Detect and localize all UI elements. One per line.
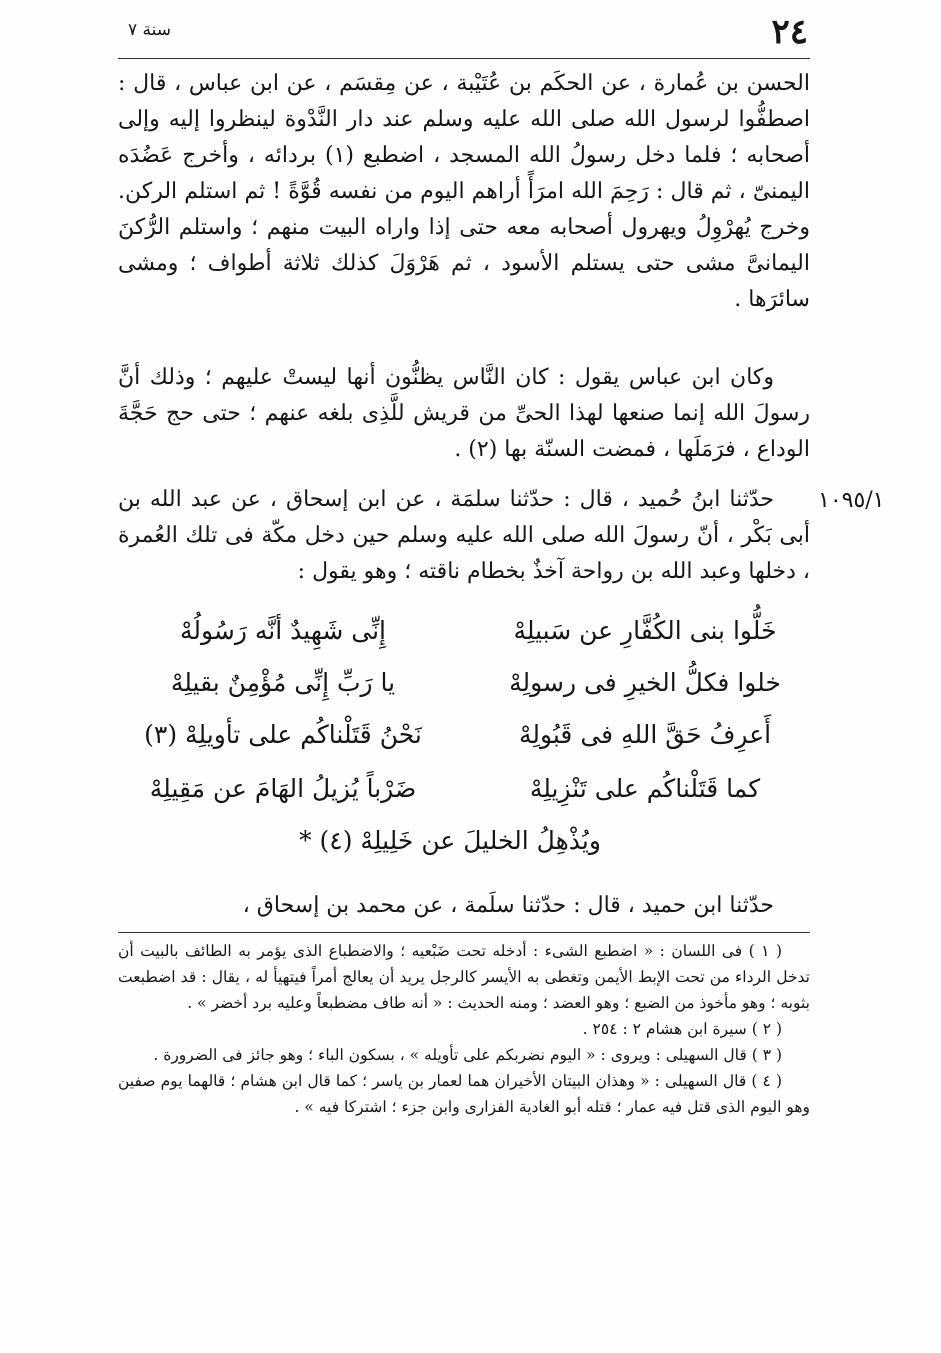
verse-first-hemistich: أَعرِفُ حَقَّ اللهِ فى قَبُولِهْ: [518, 720, 772, 749]
footnote-3: ( ٣ ) قال السهيلى : ويروى : « اليوم نضربكم على تأويله » ، بسكون الباء ؛ وهو جائز فى الضرورة .: [153, 1046, 782, 1064]
poem-verse-last: [118, 826, 810, 870]
verse-second-hemistich: ضَرْباً يُزيلُ الهَامَ عن مَقِيلِهْ: [149, 774, 417, 803]
footnote-4: ( ٤ ) قال السهيلى : « وهذان البيتان الأخيران هما لعمار بن ياسر ؛ كما قال ابن هشام ؛ قالهما يوم صفين وهو اليوم الذى قتل فيه عمار ؛ قتله أبو الغادية الفزارى وابن جزء ؛ اشتركا فيه » .: [118, 1072, 810, 1116]
poem-verse: [118, 668, 810, 712]
paragraph-3-text: حدّثنا ابنُ حُميد ، قال : حدّثنا سلمَة ، عن ابن إسحاق ، عن عبد الله بن أبى بَكْر ، أنّ رسولَ الله صلى الله عليه وسلم حين دخل مكّة فى تلك العُمرة ، دخلها وعبد الله بن رواحة آخذٌ بخطام ناقته ؛ وهو يقول :: [118, 487, 810, 584]
paragraph-2: [118, 360, 810, 468]
paragraph-1-text: الحسن بن عُمارة ، عن الحكَم بن عُتَيْبة ، عن مِقسَم ، عن ابن عباس ، قال : اصطفُّوا لرسول الله صلى الله عليه وسلم عند دار النَّدْوة لينظروا إليه وإلى أصحابه ؛ فلما دخل رسولُ الله المسجد ، اضطبع (١) بردائه ، وأخرج عَضُدَه اليمنىّ ، ثم قال : رَحِمَ الله امرَأً أراهم اليوم من نفسه قُوَّةً ! ثم استلم الركن. وخرج يُهرْوِلُ ويهرول أصحابه معه حتى إذا واراه البيت منهم ؛ واستلم الرُّكنَ اليمانىَّ مشى حتى يستلم الأسود ، ثم هَرْوَلَ كذلك ثلاثة أطواف ؛ ومشى سائرَها .: [118, 71, 810, 312]
paragraph-3: [118, 482, 810, 590]
verse-first-hemistich: خلوا فكلُّ الخيرِ فى رسولِهْ: [509, 668, 781, 697]
verse-first-hemistich: خَلُّوا بنى الكُفَّارِ عن سَبيلِهْ: [513, 616, 777, 645]
verse-second-hemistich: إِنِّى شَهِيدٌ أنَّه رَسُولُهْ: [180, 616, 386, 645]
verse-single-hemistich: ويُذْهِلُ الخليلَ عن خَلِيلِهْ (٤) *: [299, 826, 601, 855]
footnote-1: ( ١ ) فى اللسان : « اضطبع الشىء : أدخله تحت ضَبْعيه ؛ والاضطباع الذى يؤمر به الطائف بالبيت أن تدخل الرداء من تحت الإبط الأيمن وتغطى به الأيسر كالرجل يريد أن يعالج أمراً فيتهيأ له ، يقال : قد اضطبعت بثوبه ؛ وهو مأخوذ من الضبع ؛ وهو العضد ؛ ومنه الحديث : « أنه طاف مضطبعاً وعليه برد أخضر » .: [118, 942, 810, 1012]
paragraph-4: [118, 888, 810, 924]
footnotes: [118, 938, 810, 1120]
footnote-2: ( ٢ ) سيرة ابن هشام ٢ : ٢٥٤ .: [582, 1020, 782, 1038]
poem-verse: [118, 720, 810, 764]
margin-reference-number: ١٠٩٥/١: [818, 488, 885, 513]
verse-first-hemistich: كما قَتَلْناكُم على تَنْزِيلِهْ: [529, 774, 761, 803]
running-header-year: سنة ٧: [128, 20, 172, 40]
paragraph-4-text: حدّثنا ابن حميد ، قال : حدّثنا سلَمة ، عن محمد بن إسحاق ،: [242, 893, 774, 918]
poem-verse: [118, 774, 810, 818]
paragraph-1: [118, 66, 810, 318]
footnote-divider: [118, 932, 810, 933]
page-number: ٢٤: [771, 12, 808, 52]
header-divider: [118, 58, 810, 59]
poem-verse: [118, 616, 810, 660]
verse-second-hemistich: نَحْنُ قَتَلْناكُم على تأويلِهْ (٣): [144, 720, 422, 749]
paragraph-2-text: وكان ابن عباس يقول : كان النَّاس يظنُّون أنها ليستْ عليهم ؛ وذلك أنَّ رسولَ الله إنما صنعها لهذا الحىِّ من قريش للَّذِى بلغه عنهم ؛ حتى حج حَجَّةَ الوداع ، فرَمَلَها ، فمضت السنّة بها (٢) .: [118, 365, 810, 462]
verse-second-hemistich: يا رَبِّ إِنِّى مُؤْمِنٌ بقيلِهْ: [170, 668, 396, 697]
